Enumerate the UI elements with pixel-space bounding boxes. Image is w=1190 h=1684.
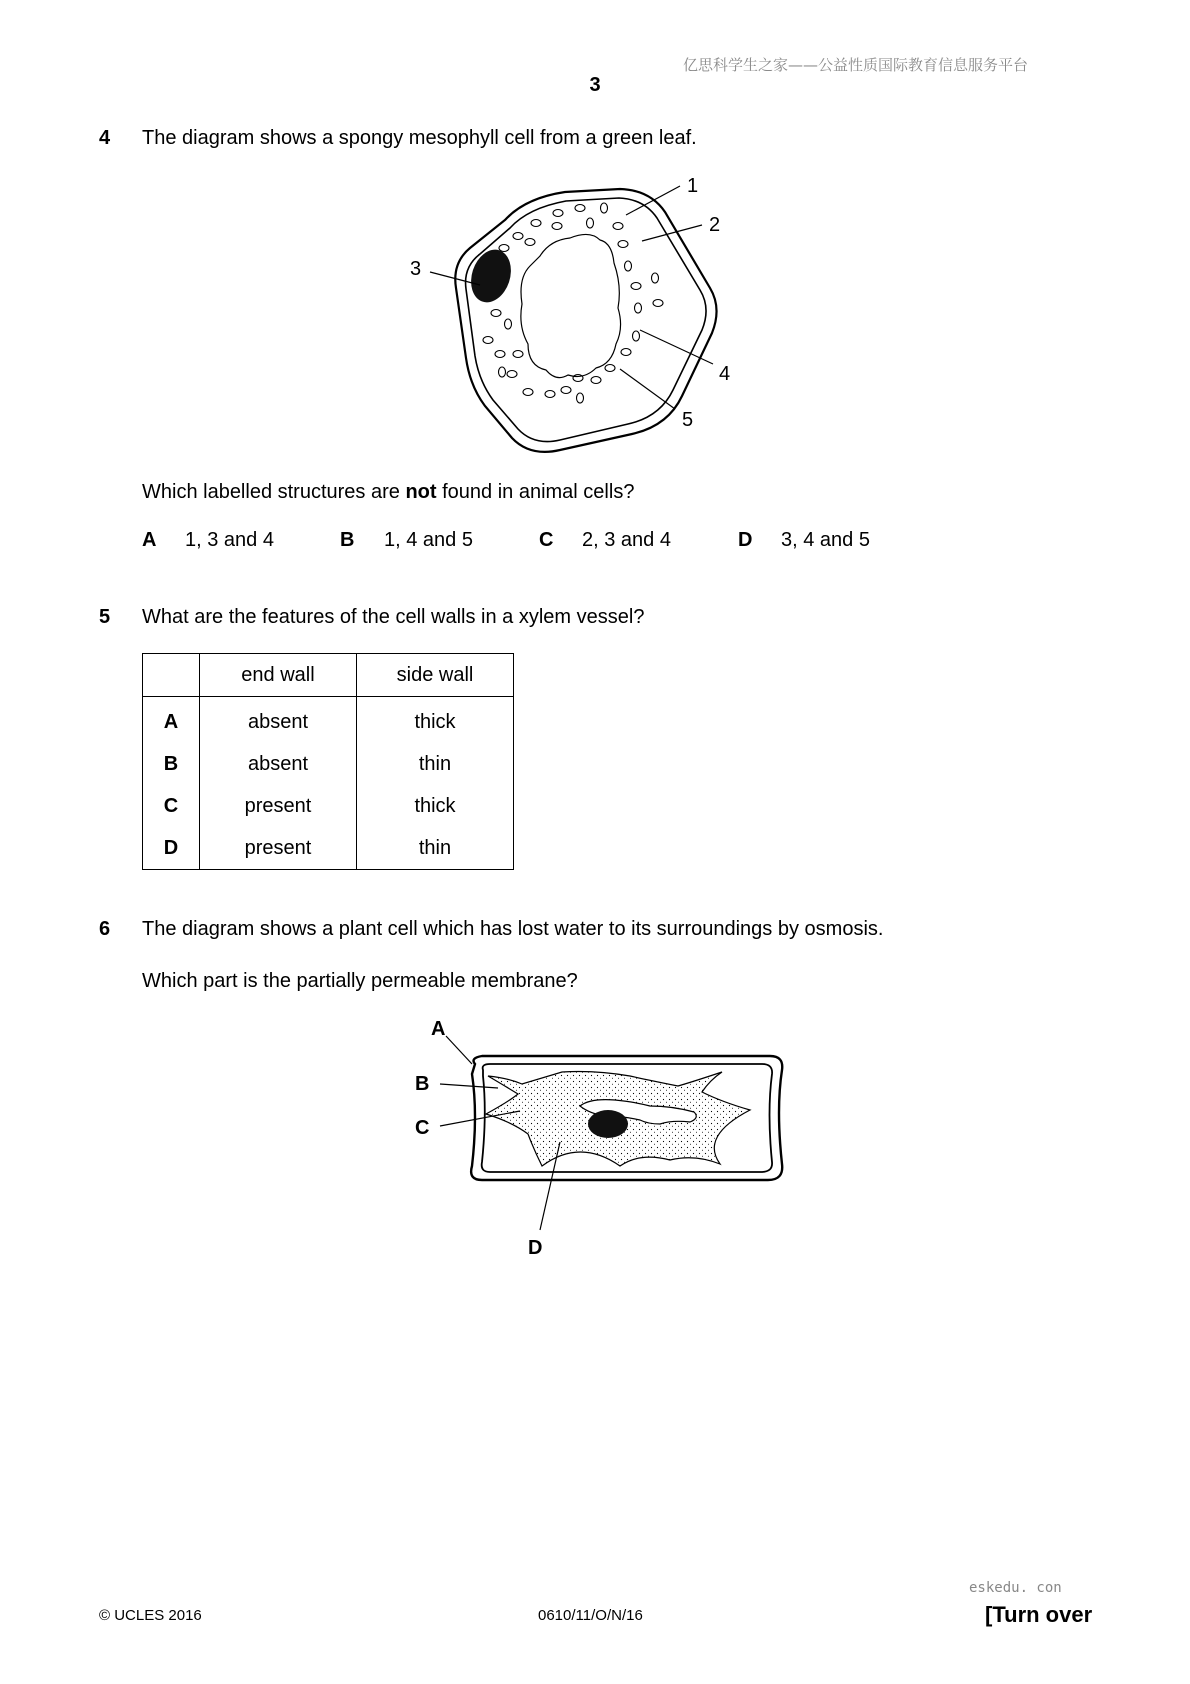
membrane-label-b: B	[415, 1073, 430, 1095]
option-b-text[interactable]: 1, 4 and 5	[384, 529, 473, 551]
question-4-prompt-emphasis: not	[405, 481, 437, 503]
chloroplast	[513, 233, 523, 240]
membrane-label-d: D	[528, 1237, 543, 1259]
question-4-prompt	[142, 481, 634, 504]
chloroplast	[483, 337, 493, 344]
row-letter[interactable]: A	[143, 697, 200, 744]
question-4-prompt-after: found in animal cells?	[436, 481, 635, 503]
question-4-prompt-before: Which labelled structures are	[142, 481, 406, 503]
vacuole	[521, 234, 621, 377]
cell-wall-outer	[455, 189, 716, 452]
table-header-blank	[143, 654, 200, 697]
table-header-end-wall: end wall	[200, 654, 357, 697]
chloroplast	[605, 365, 615, 372]
chloroplast	[621, 349, 631, 356]
option-d-letter[interactable]: D	[738, 529, 753, 551]
option-a-letter[interactable]: A	[142, 529, 157, 551]
table-header-side-wall: side wall	[357, 654, 514, 697]
cell-label-3: 3	[410, 258, 422, 280]
chloroplast	[495, 351, 505, 358]
nucleus	[588, 1110, 628, 1138]
side-wall-cell: thick	[357, 785, 514, 827]
chloroplast	[613, 223, 623, 230]
chloroplast	[625, 261, 632, 271]
xylem-table	[142, 653, 514, 870]
leader-line-4	[640, 330, 713, 364]
question-4-stem: The diagram shows a spongy mesophyll cell from a green leaf.	[142, 127, 697, 149]
plasmolysed-cell-diagram	[410, 1014, 790, 1264]
leader-line-a	[446, 1036, 472, 1064]
end-wall-cell: present	[200, 785, 357, 827]
watermark-text: 亿思科学生之家——公益性质国际教育信息服务平台	[683, 56, 1029, 74]
cell-label-5: 5	[682, 409, 694, 431]
footer-paper-code: 0610/11/O/N/16	[538, 1607, 643, 1624]
leader-line-2	[642, 225, 702, 241]
chloroplast	[553, 210, 563, 217]
page-number: 3	[589, 74, 601, 96]
leader-line-b	[440, 1084, 498, 1088]
leader-line-5	[620, 369, 675, 409]
cell-label-1: 1	[687, 175, 699, 197]
table-row[interactable]	[143, 827, 514, 870]
chloroplast	[635, 303, 642, 313]
question-6-number: 6	[99, 918, 111, 940]
table-header-row	[143, 654, 514, 697]
question-6-prompt: Which part is the partially permeable membrane?	[142, 970, 578, 992]
chloroplast	[653, 300, 663, 307]
chloroplast	[633, 331, 640, 341]
chloroplast	[545, 391, 555, 398]
chloroplast	[577, 393, 584, 403]
question-5-stem: What are the features of the cell walls in a xylem vessel?	[142, 606, 645, 628]
row-letter[interactable]: B	[143, 743, 200, 785]
turn-over-label: [Turn over	[985, 1602, 1093, 1627]
cell-label-2: 2	[709, 214, 721, 236]
membrane-label-a: A	[431, 1018, 446, 1040]
chloroplast	[507, 371, 517, 378]
option-c-letter[interactable]: C	[539, 529, 554, 551]
chloroplast	[525, 239, 535, 246]
chloroplast	[631, 283, 641, 290]
chloroplast	[505, 319, 512, 329]
footer-copyright: © UCLES 2016	[99, 1607, 202, 1624]
end-wall-cell: present	[200, 827, 357, 870]
chloroplast	[552, 223, 562, 230]
table-row[interactable]	[143, 697, 514, 744]
cell-label-4: 4	[719, 363, 731, 385]
table-row[interactable]	[143, 743, 514, 785]
chloroplast	[652, 273, 659, 283]
chloroplast	[587, 218, 594, 228]
option-b-letter[interactable]: B	[340, 529, 355, 551]
chloroplast	[523, 389, 533, 396]
row-letter[interactable]: C	[143, 785, 200, 827]
side-wall-cell: thick	[357, 697, 514, 744]
chloroplasts	[483, 203, 663, 403]
option-d-text[interactable]: 3, 4 and 5	[781, 529, 870, 551]
nucleus	[465, 244, 518, 307]
option-c-text[interactable]: 2, 3 and 4	[582, 529, 671, 551]
chloroplast	[499, 245, 509, 252]
chloroplast	[531, 220, 541, 227]
footer-site-watermark: eskedu. con	[969, 1580, 1062, 1596]
option-a-text[interactable]: 1, 3 and 4	[185, 529, 274, 551]
chloroplast	[513, 351, 523, 358]
chloroplast	[573, 375, 583, 382]
chloroplast	[561, 387, 571, 394]
chloroplast	[499, 367, 506, 377]
question-4-number: 4	[99, 127, 111, 149]
side-wall-cell: thin	[357, 827, 514, 870]
question-6-stem: The diagram shows a plant cell which has lost water to its surroundings by osmosis.	[142, 918, 884, 940]
end-wall-cell: absent	[200, 743, 357, 785]
spongy-mesophyll-cell-diagram	[400, 168, 820, 468]
side-wall-cell: thin	[357, 743, 514, 785]
membrane-label-c: C	[415, 1117, 430, 1139]
row-letter[interactable]: D	[143, 827, 200, 870]
chloroplast	[491, 310, 501, 317]
chloroplast	[601, 203, 608, 213]
end-wall-cell: absent	[200, 697, 357, 744]
question-5-number: 5	[99, 606, 111, 628]
table-row[interactable]	[143, 785, 514, 827]
chloroplast	[618, 241, 628, 248]
chloroplast	[575, 205, 585, 212]
chloroplast	[591, 377, 601, 384]
